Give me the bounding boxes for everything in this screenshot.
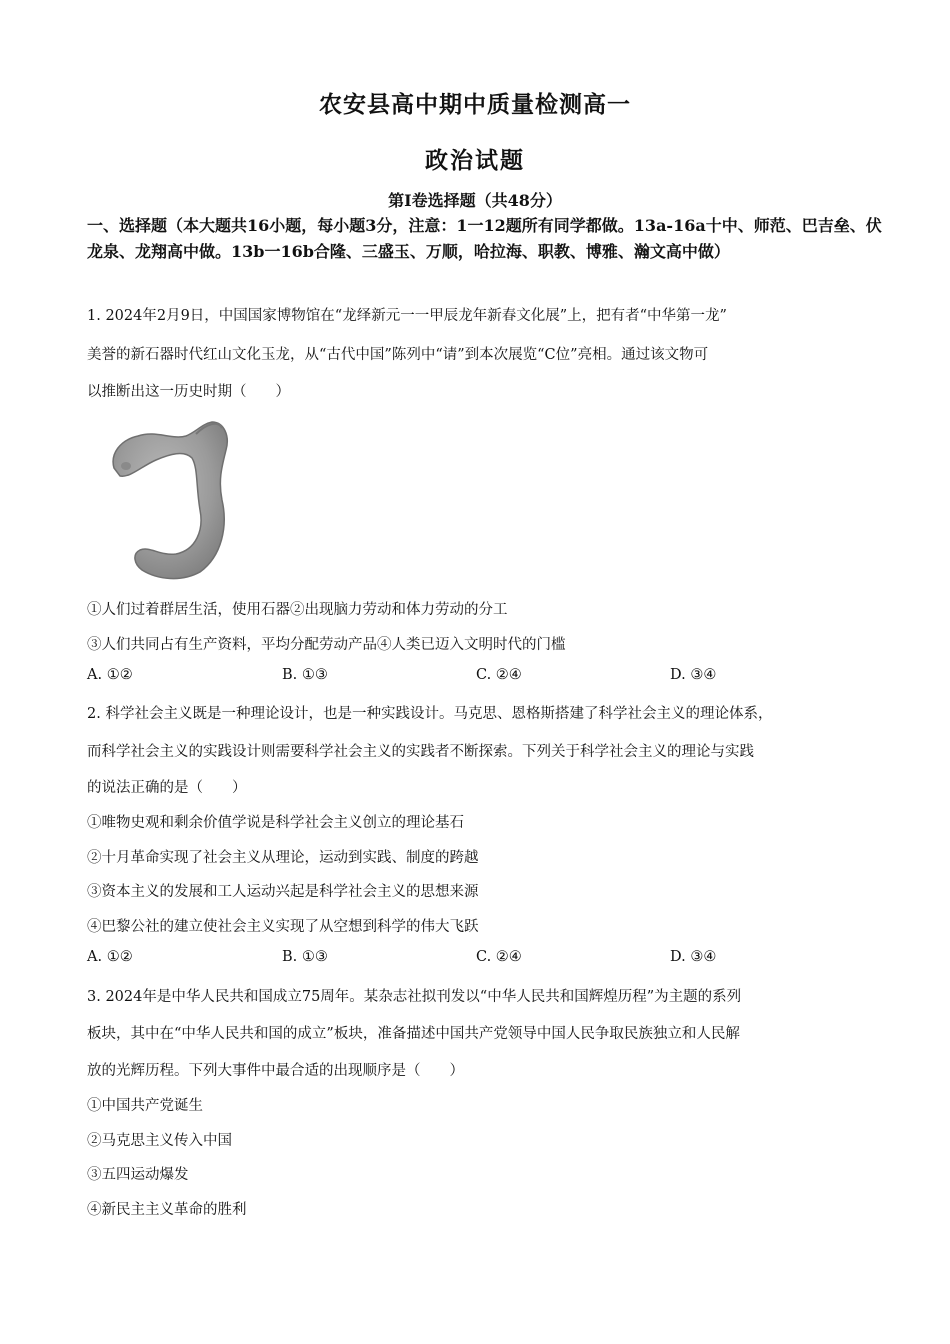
question-3-statement-3: ③五四运动爆发	[87, 1167, 189, 1183]
question-3-statement-4: ④新民主主义革命的胜利	[87, 1202, 247, 1218]
question-1-option-d[interactable]: D. ③④	[670, 667, 717, 683]
question-1-option-a[interactable]: A. ①②	[87, 667, 133, 683]
question-1-option-c[interactable]: C. ②④	[476, 667, 522, 683]
jade-dragon-image	[100, 414, 236, 584]
question-3-line-3: 放的光辉历程。下列大事件中最合适的出现顺序是（ ）	[87, 1063, 464, 1079]
question-1-line-3: 以推断出这一历史时期（ ）	[87, 384, 290, 400]
question-2-statement-3: ③资本主义的发展和工人运动兴起是科学社会主义的思想来源	[87, 884, 479, 900]
question-2-line-1: 2. 科学社会主义既是一种理论设计，也是一种实践设计。马克思、恩格斯搭建了科学社会主义的理论体系，	[87, 706, 773, 722]
question-2-option-c[interactable]: C. ②④	[476, 949, 522, 965]
subject-title: 政治试题	[425, 147, 525, 174]
question-2-line-3: 的说法正确的是（ ）	[87, 780, 247, 796]
question-3-statement-2: ②马克思主义传入中国	[87, 1133, 232, 1149]
jade-dragon-shape	[113, 422, 227, 579]
question-2-statement-4: ④巴黎公社的建立使社会主义实现了从空想到科学的伟大飞跃	[87, 919, 479, 935]
question-2-statement-1: ①唯物史观和剩余价值学说是科学社会主义创立的理论基石	[87, 815, 464, 831]
question-1-line-2: 美誉的新石器时代红山文化玉龙，从“古代中国”陈列中“请”到本次展览“C位”亮相。通过该文物可	[87, 347, 709, 363]
question-2-option-d[interactable]: D. ③④	[670, 949, 717, 965]
section-instructions: 一、选择题（本大题共16小题，每小题3分，注意：1一12题所有同学都做。13a-16a十中、师范、巴吉垒、伏龙泉、龙翔高中做。13b一16b合隆、三盛玉、万顺，哈拉海、职教、博雅、瀚文高中做）	[87, 216, 882, 261]
question-2-statement-2: ②十月革命实现了社会主义从理论，运动到实践、制度的跨越	[87, 850, 479, 866]
exam-title: 农安县高中期中质量检测高一	[319, 91, 631, 118]
question-2-option-a[interactable]: A. ①②	[87, 949, 133, 965]
question-3-line-1: 3. 2024年是中华人民共和国成立75周年。某杂志社拟刊发以“中华人民共和国辉煌历程”为主题的系列	[87, 989, 742, 1005]
question-1-line-1: 1. 2024年2月9日，中国国家博物馆在“龙绎新元一一甲辰龙年新春文化展”上，把有者“中华第一龙”	[87, 308, 727, 324]
question-3-line-2: 板块，其中在“中华人民共和国的成立”板块，准备描述中国共产党领导中国人民争取民族独立和人民解	[87, 1026, 740, 1042]
question-3-statement-1: ①中国共产党诞生	[87, 1098, 203, 1114]
question-1-option-b[interactable]: B. ①③	[282, 667, 328, 683]
section-title: 第Ⅰ卷选择题（共48分）	[388, 191, 562, 210]
question-1-statement-1: ①人们过着群居生活，使用石器②出现脑力劳动和体力劳动的分工	[87, 602, 508, 618]
jade-dragon-eye	[121, 462, 131, 470]
question-2-line-2: 而科学社会主义的实践设计则需要科学社会主义的实践者不断探索。下列关于科学社会主义的理论与实践	[87, 744, 754, 760]
question-1-statement-2: ③人们共同占有生产资料，平均分配劳动产品④人类已迈入文明时代的门槛	[87, 637, 566, 653]
question-2-option-b[interactable]: B. ①③	[282, 949, 328, 965]
